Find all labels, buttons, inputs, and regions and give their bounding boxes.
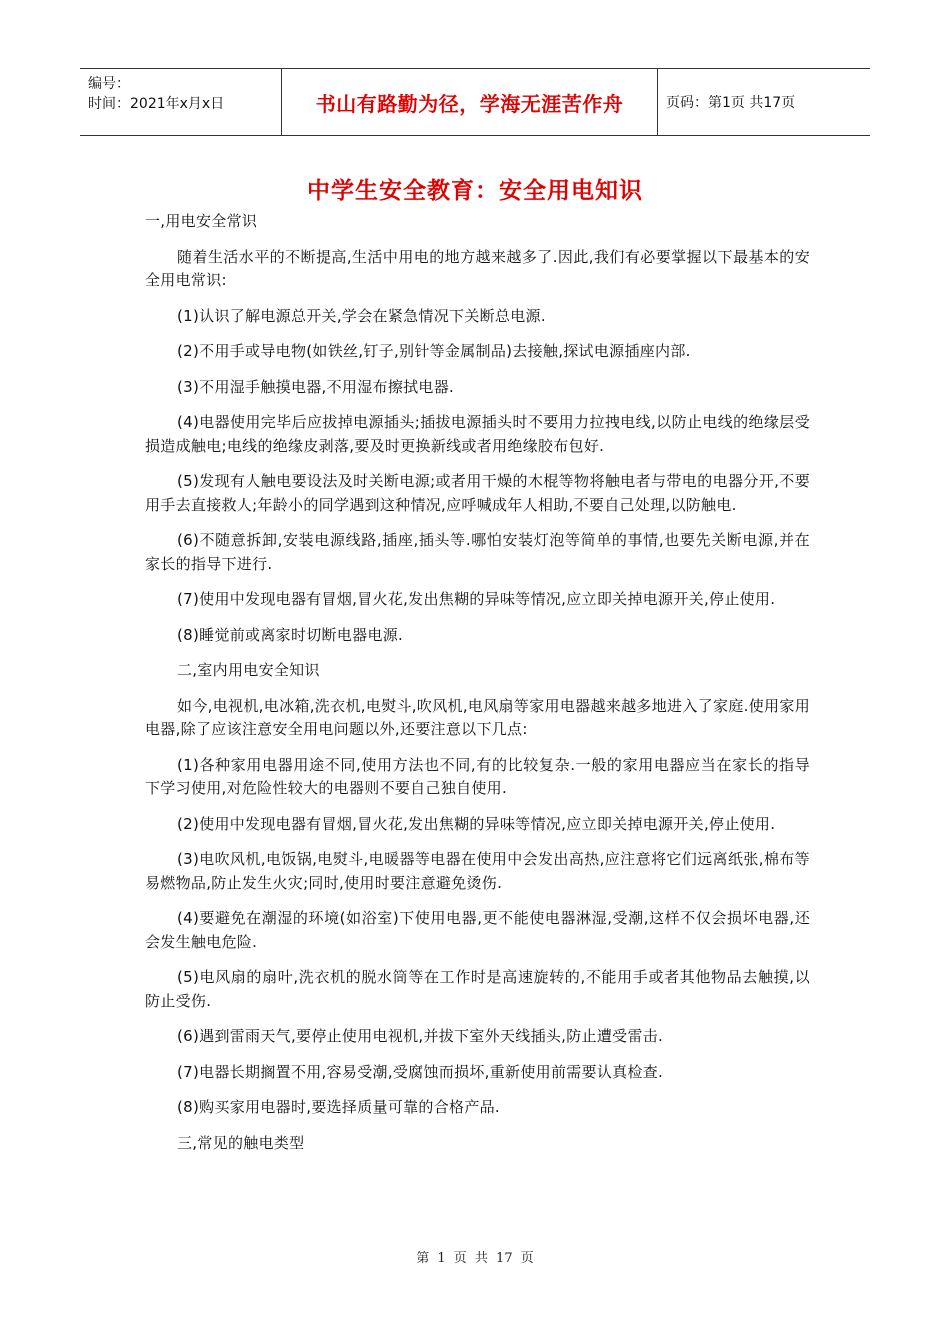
list-item: (4)电器使用完毕后应拔掉电源插头;插拔电源插头时不要用力拉拽电线,以防止电线的绝缘层受损造成触电;电线的绝缘皮剥落,要及时更换新线或者用绝缘胶布包好. [145,413,810,455]
list-item: (4)要避免在潮湿的环境(如浴室)下使用电器,更不能使电器淋湿,受潮,这样不仅会损坏电器,还会发生触电危险. [145,909,810,951]
section-heading: 二,室内用电安全知识 [177,661,320,679]
list-item: (3)电吹风机,电饭锅,电熨斗,电暖器等电器在使用中会发出高热,应注意将它们远离纸张,棉布等易燃物品,防止发生火灾;同时,使用时要注意避免烫伤. [145,850,810,892]
document-header [80,68,870,136]
header-page-info: 页码：第1页 共17页 [666,95,796,111]
list-item: (7)使用中发现电器有冒烟,冒火花,发出焦糊的异味等情况,应立即关掉电源开关,停止使用. [177,590,776,608]
list-item: (1)认识了解电源总开关,学会在紧急情况下关断总电源. [177,306,546,325]
paragraph: 如今,电视机,电冰箱,洗衣机,电熨斗,吹风机,电风扇等家用电器越来越多地进入了家庭.使用家用电器,除了应该注意安全用电问题以外,还要注意以下几点: [145,696,810,738]
list-item: (8)睡觉前或离家时切断电器电源. [177,625,404,644]
list-item: (1)各种家用电器用途不同,使用方法也不同,有的比较复杂.一般的家用电器应当在家长的指导下学习使用,对危险性较大的电器则不要自己独自使用. [145,755,810,797]
list-item: (5)电风扇的扇叶,洗衣机的脱水筒等在工作时是高速旋转的,不能用手或者其他物品去触摸,以防止受伤. [145,968,810,1010]
header-time-label: 时间：2021年x月x日 [88,96,225,112]
list-item: (8)购买家用电器时,要选择质量可靠的合格产品. [177,1098,500,1116]
page-footer: 第 1 页 共 17 页 [416,1251,534,1266]
list-item: (7)电器长期搁置不用,容易受潮,受腐蚀而损坏,重新使用前需要认真检查. [177,1062,664,1081]
header-motto: 书山有路勤为径，学海无涯苦作舟 [282,69,658,135]
list-item: (5)发现有人触电要设法及时关断电源;或者用干燥的木棍等物将触电者与带电的电器分开,不要用手去直接救人;年龄小的同学遇到这种情况,应呼喊成年人相助,不要自己处理,以防触电. [145,472,810,514]
section-heading: 三,常见的触电类型 [177,1133,305,1152]
list-item: (6)不随意拆卸,安装电源线路,插座,插头等.哪怕安装灯泡等简单的事情,也要先关断电源,并在家长的指导下进行. [145,531,810,573]
list-item: (2)不用手或导电物(如铁丝,钉子,别针等金属制品)去接触,探试电源插座内部. [177,342,691,360]
list-item: (3)不用湿手触摸电器,不用湿布擦拭电器. [177,377,455,396]
header-meta-cell [80,69,282,135]
list-item: (2)使用中发现电器有冒烟,冒火花,发出焦糊的异味等情况,应立即关掉电源开关,停止使用. [177,814,776,833]
list-item: (6)遇到雷雨天气,要停止使用电视机,并拔下室外天线插头,防止遭受雷击. [177,1027,664,1045]
document-body [145,210,810,1167]
paragraph: 随着生活水平的不断提高,生活中用电的地方越来越多了.因此,我们有必要掌握以下最基本的安全用电常识: [145,247,810,289]
section-heading: 一,用电安全常识 [145,212,258,230]
document-title: 中学生安全教育：安全用电知识 [307,178,643,204]
header-number-label: 编号： [88,76,130,92]
